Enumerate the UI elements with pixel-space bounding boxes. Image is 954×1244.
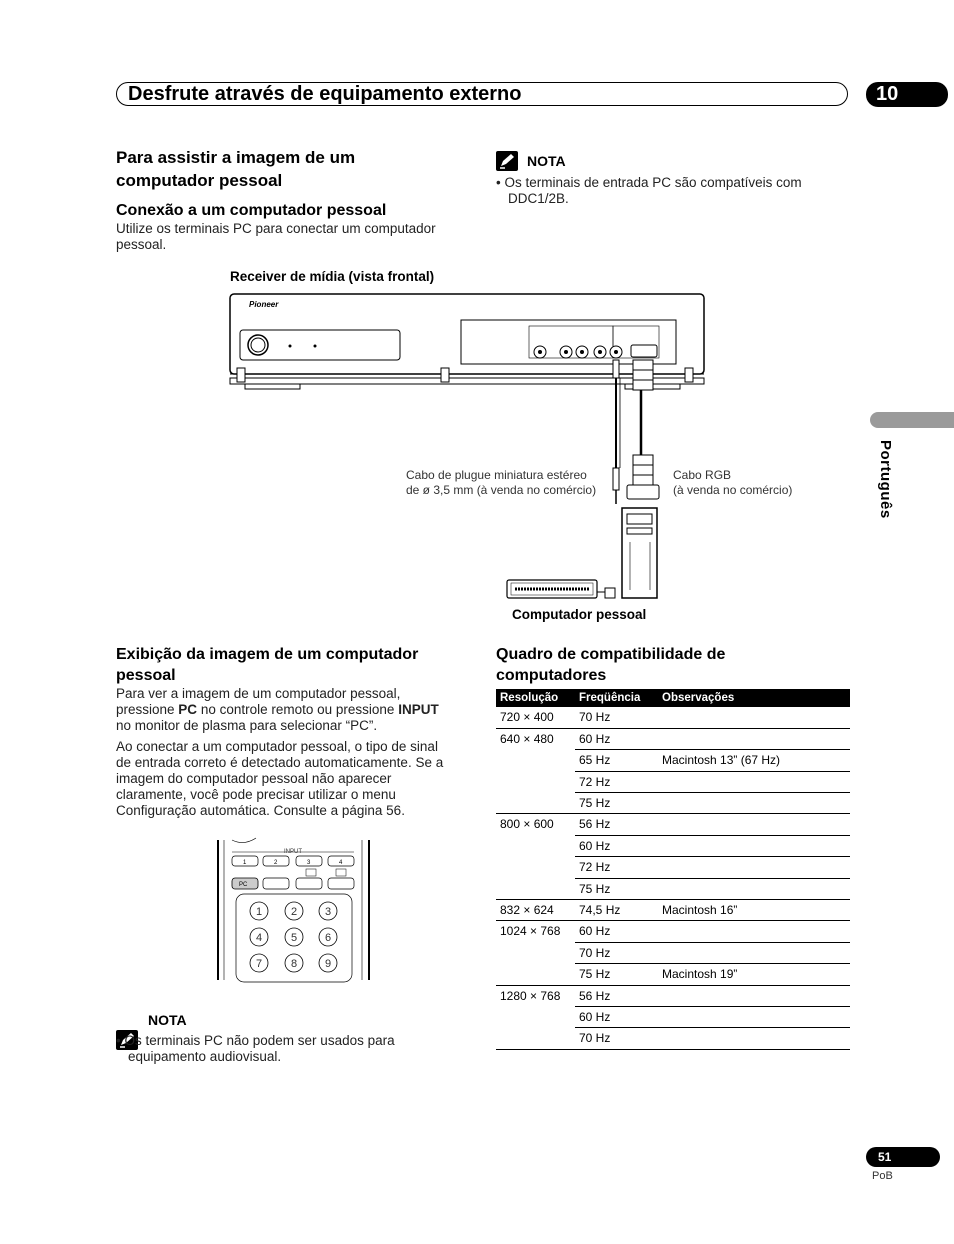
- remote-digit-5: 5: [290, 932, 298, 944]
- cell-notes: [658, 814, 850, 835]
- section-pc: [116, 146, 355, 192]
- section-display: [116, 644, 418, 686]
- cell-notes: [658, 921, 850, 942]
- remote-digit-2: 2: [290, 906, 298, 918]
- remote-digit-4: 4: [255, 932, 263, 944]
- note-text: • Os terminais PC não podem ser usados para equipamento audiovisual.: [116, 1033, 395, 1064]
- page-code: PoB: [872, 1170, 893, 1182]
- section-title: Para assistir a imagem de um computador pessoal: [116, 148, 356, 190]
- remote-input-4: 4: [339, 860, 343, 866]
- cell-frequency: 70 Hz: [575, 942, 658, 963]
- rgb-cable-label: Cabo RGB (à venda no comércio): [673, 468, 793, 497]
- language-label: Português: [877, 440, 894, 519]
- cell-frequency: 56 Hz: [575, 814, 658, 835]
- audio-cable-label: Cabo de plugue miniatura estéreo de ø 3,5 mm (à venda no comércio): [406, 468, 597, 497]
- cell-resolution: [496, 964, 575, 985]
- cell-notes: Macintosh 13” (67 Hz): [658, 750, 850, 771]
- cell-resolution: [496, 771, 575, 792]
- table-row: [496, 793, 850, 814]
- cell-resolution: [496, 1028, 575, 1049]
- cell-resolution: 832 × 624: [496, 900, 575, 921]
- remote-digit-1: 1: [255, 906, 263, 918]
- cell-resolution: 1024 × 768: [496, 921, 575, 942]
- input-key: INPUT: [398, 702, 439, 717]
- col-header-resolution: Resolução: [496, 689, 575, 707]
- chapter-title: Desfrute através de equipamento externo: [128, 83, 522, 105]
- compat-table: [496, 689, 850, 1050]
- table-row: [496, 728, 850, 749]
- cell-resolution: [496, 857, 575, 878]
- page-number: 51: [866, 1147, 940, 1167]
- cell-resolution: 800 × 600: [496, 814, 575, 835]
- display-paragraph-2: Ao conectar a um computador pessoal, o tipo de sinal de entrada correto é detectado automaticamente. Se a imagem do computador pessoal não aparecer claramente, você pode precisar utilizar o menu Configuração automática. Consulte a página 56.: [116, 739, 444, 818]
- table-row: [496, 857, 850, 878]
- cell-frequency: 70 Hz: [579, 710, 611, 724]
- table-row: [496, 900, 850, 921]
- cell-resolution: [496, 835, 575, 856]
- cell-notes: [658, 793, 850, 814]
- cell-frequency: 56 Hz: [575, 985, 658, 1006]
- brand-logo: Pioneer: [249, 300, 279, 309]
- cell-notes: [658, 878, 850, 899]
- cell-frequency: 72 Hz: [575, 771, 658, 792]
- cell-resolution: 640 × 480: [496, 728, 575, 749]
- table-row: [496, 985, 850, 1006]
- compat-table-wrapper: [496, 689, 850, 1050]
- cell-frequency: 60 Hz: [575, 728, 658, 749]
- cell-frequency: 75 Hz: [575, 878, 658, 899]
- pc-caption: Computador pessoal: [512, 607, 647, 622]
- connection-intro: Utilize os terminais PC para conectar um computador pessoal.: [116, 221, 436, 252]
- table-row: [496, 1028, 850, 1049]
- col-header-frequency: Freqüência: [575, 689, 658, 707]
- table-row: [496, 921, 850, 942]
- section-display-title: Exibição da imagem de um computador pessoal: [116, 646, 419, 684]
- col-header-notes: Observações: [658, 689, 850, 707]
- cell-frequency: 75 Hz: [575, 793, 658, 814]
- remote-input-label: INPUT: [284, 849, 302, 855]
- subsection-connection: [116, 200, 386, 221]
- remote-pc-button: PC: [239, 882, 248, 888]
- cell-notes: [658, 985, 850, 1006]
- remote-digit-7: 7: [255, 958, 263, 970]
- cell-resolution: [496, 942, 575, 963]
- remote-control-illustration: [214, 836, 374, 984]
- cell-frequency: 60 Hz: [575, 1006, 658, 1027]
- note-title: NOTA: [148, 1012, 187, 1028]
- cell-resolution: 720 × 400: [500, 710, 554, 724]
- remote-input-3: 3: [307, 860, 311, 866]
- table-row: [496, 835, 850, 856]
- cell-notes: [658, 942, 850, 963]
- display-paragraph-1: Para ver a imagem de um computador pessoal, pressione PC no controle remoto ou pressione INPUT no monitor de plasma para selecionar “PC”.: [116, 686, 439, 733]
- chapter-number-badge: 10: [866, 82, 948, 107]
- table-row: [496, 942, 850, 963]
- remote-digit-8: 8: [290, 958, 298, 970]
- cell-resolution: 1280 × 768: [496, 985, 575, 1006]
- cell-notes: [658, 857, 850, 878]
- cell-notes: [658, 728, 850, 749]
- pc-key: PC: [178, 702, 198, 717]
- table-row: [496, 771, 850, 792]
- cell-resolution: [496, 878, 575, 899]
- remote-digit-6: 6: [324, 932, 332, 944]
- remote-input-1: 1: [243, 860, 247, 866]
- table-row: [496, 1006, 850, 1027]
- note-icon: [496, 151, 518, 171]
- remote-input-2: 2: [274, 860, 278, 866]
- cell-notes: [658, 771, 850, 792]
- cell-notes: Macintosh 19”: [658, 964, 850, 985]
- cell-frequency: 65 Hz: [575, 750, 658, 771]
- cell-frequency: 60 Hz: [575, 921, 658, 942]
- table-row: [496, 878, 850, 899]
- note-title: NOTA: [527, 153, 566, 169]
- remote-digit-3: 3: [324, 906, 332, 918]
- cell-frequency: 74,5 Hz: [575, 900, 658, 921]
- table-row: [496, 814, 850, 835]
- table-row: [496, 707, 850, 728]
- receiver-caption: Receiver de mídia (vista frontal): [230, 269, 435, 284]
- remote-digit-9: 9: [324, 958, 332, 970]
- cell-resolution: [496, 1006, 575, 1027]
- cell-notes: [658, 707, 850, 728]
- cell-notes: Macintosh 16”: [658, 900, 850, 921]
- cell-resolution: [496, 793, 575, 814]
- cell-frequency: 72 Hz: [575, 857, 658, 878]
- connection-diagram: [225, 290, 710, 630]
- cell-frequency: 75 Hz: [575, 964, 658, 985]
- table-row: [496, 750, 850, 771]
- subsection-title: Conexão a um computador pessoal: [116, 202, 387, 219]
- cell-notes: [658, 1006, 850, 1027]
- compat-title: Quadro de compatibilidade de computadores: [496, 646, 726, 684]
- compat-section: [496, 644, 725, 686]
- cell-frequency: 60 Hz: [575, 835, 658, 856]
- language-tab: [870, 412, 954, 428]
- table-row: [496, 964, 850, 985]
- cell-frequency: 70 Hz: [575, 1028, 658, 1049]
- cell-notes: [658, 1028, 850, 1049]
- cell-resolution: [496, 750, 575, 771]
- cell-notes: [658, 835, 850, 856]
- note-text: • Os terminais de entrada PC são compatíveis com DDC1/2B.: [496, 175, 802, 206]
